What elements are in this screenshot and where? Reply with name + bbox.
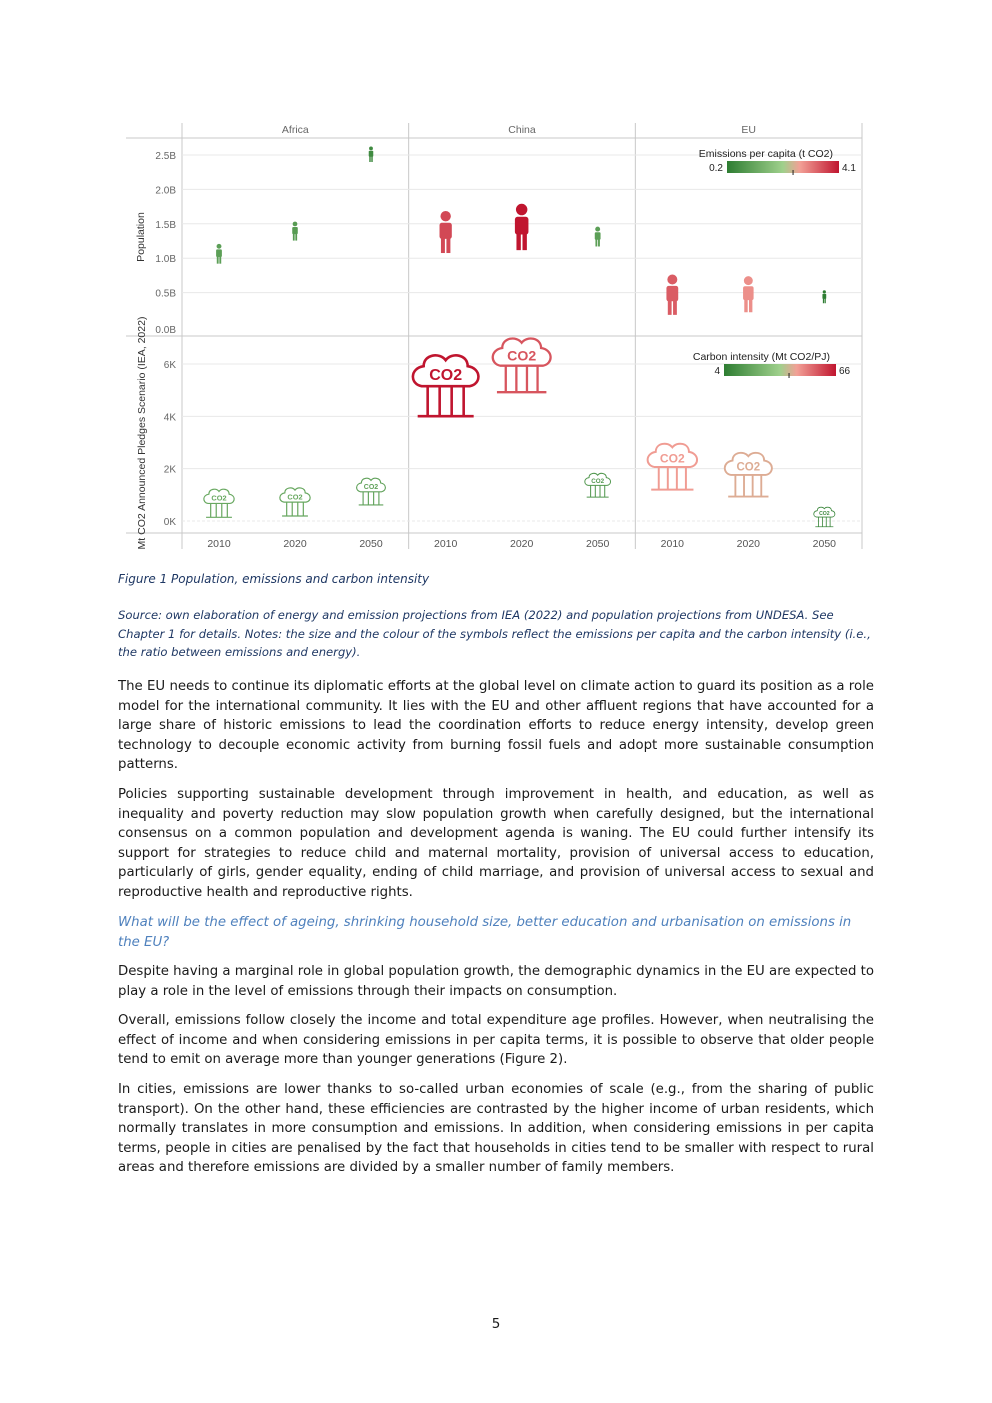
- bottom-ytick-label: 0K: [163, 517, 176, 528]
- person-marker: [440, 211, 452, 253]
- panel-header-eu: EU: [741, 124, 756, 136]
- factory-towers: [819, 517, 831, 527]
- panel-header-africa: Africa: [281, 124, 309, 136]
- co2-factory-marker: [204, 489, 234, 517]
- co2-factory-marker: [814, 507, 835, 527]
- person-leg: [369, 156, 370, 162]
- person-leg: [598, 239, 600, 246]
- person-head: [823, 290, 826, 293]
- factory-towers: [506, 366, 538, 392]
- person-marker: [216, 244, 222, 264]
- person-leg: [446, 238, 450, 253]
- factory-towers: [363, 492, 379, 505]
- person-leg: [823, 299, 824, 304]
- figure-source-note: Source: own elaboration of energy and emission projections from IEA (2022) and population projections from UNDESA. See Chapter 1 for details. Notes: the size and the colour of the symbols reflect the emissions per capita and the carbon intensity (i.e., the ratio between emissions and energy).: [118, 608, 871, 659]
- factory-towers: [211, 503, 228, 517]
- top-ytick-label: 1.5B: [155, 219, 176, 231]
- person-head: [293, 222, 298, 227]
- co2-label: CO2: [429, 367, 463, 385]
- figure-title: Figure 1 Population, emissions and carbon intensity: [118, 572, 430, 586]
- top-yaxis-label: Population: [135, 212, 147, 262]
- person-body: [292, 227, 298, 234]
- figure-chart: [0, 0, 992, 560]
- top-ytick-label: 1.0B: [155, 254, 176, 266]
- co2-label: CO2: [507, 347, 537, 364]
- page-number: 5: [491, 1316, 501, 1332]
- person-head: [516, 204, 527, 215]
- paragraph-policies: Policies supporting sustainable development through improvement in health, and education, as well as inequality and poverty reduction may slow population growth when carefully designed, but the international consensus on a common population and development agenda is waning. The EU could further intensify its support for strategies to reduce child and maternal mortality, provision of universal access to education, particularly of girls, gender equality, ending of child marriage, and provision of universal access to sexual and reproductive health and reproductive rights.: [118, 787, 874, 900]
- factory-towers: [287, 502, 304, 516]
- top-ytick-label: 2.5B: [155, 151, 176, 162]
- person-leg: [441, 238, 445, 253]
- xtick-label: 2020: [283, 538, 307, 550]
- person-body: [595, 232, 601, 240]
- co2-factory-marker: [413, 355, 479, 416]
- top-ytick-label: 2.0B: [155, 185, 176, 197]
- bottom-yaxis-label: Mt CO2 Announced Pledges Scenario (IEA, 2022): [136, 316, 148, 550]
- person-body: [743, 286, 754, 300]
- person-body: [369, 151, 374, 157]
- xtick-label: 2050: [812, 538, 837, 550]
- paragraph-cities: In cities, emissions are lower thanks to so-called urban economies of scale (e.g., from the sharing of public transport). On the other hand, these efficiencies are contrasted by the higher income of urban residents, which normally translates in more consumption and emissions. In addition, when considering emissions in per capita terms, people in cities are penalised by the fact that households in cities tend to be smaller with respect to rural areas and therefore emissions are divided by a smaller number of family members.: [118, 1082, 874, 1176]
- co2-factory-marker: [280, 488, 310, 516]
- person-head: [744, 276, 753, 285]
- co2-factory-marker: [493, 339, 551, 393]
- person-leg: [371, 156, 372, 162]
- person-leg: [749, 299, 752, 312]
- xtick-label: 2050: [359, 538, 383, 550]
- person-marker: [515, 204, 529, 250]
- factory-towers: [428, 386, 464, 416]
- person-marker: [822, 290, 826, 303]
- person-head: [667, 275, 677, 285]
- person-leg: [516, 233, 520, 250]
- paragraph-income-profiles: Overall, emissions follow closely the income and total expenditure age profiles. However, when neutralising the effect of income and when considering emissions in per capita terms, it is possible to observe that older people tend to emit on average more than younger generations (Figure 2).: [118, 1013, 874, 1068]
- person-leg: [673, 300, 677, 315]
- person-body: [666, 286, 678, 301]
- emissions-legend-max: 4.1: [842, 163, 856, 174]
- person-body: [440, 223, 452, 239]
- co2-label: CO2: [659, 451, 685, 466]
- emissions-legend-title: Emissions per capita (t CO2): [698, 148, 833, 160]
- co2-factory-marker: [648, 444, 697, 490]
- bottom-ytick-label: 6K: [163, 360, 176, 371]
- person-body: [515, 217, 529, 235]
- person-body: [216, 249, 222, 257]
- person-head: [595, 227, 600, 232]
- factory-towers: [735, 475, 761, 497]
- person-leg: [523, 233, 527, 250]
- co2-factory-marker: [357, 478, 386, 505]
- person-leg: [295, 234, 297, 241]
- xtick-label: 2010: [433, 538, 458, 550]
- factory-towers: [659, 467, 686, 490]
- xtick-label: 2010: [660, 538, 685, 550]
- xtick-label: 2020: [509, 538, 534, 550]
- co2-factory-marker: [725, 453, 772, 497]
- co2-label: CO2: [736, 461, 761, 474]
- person-marker: [292, 222, 298, 241]
- person-leg: [293, 234, 295, 241]
- factory-towers: [591, 485, 605, 497]
- person-marker: [369, 146, 374, 162]
- person-body: [822, 294, 826, 299]
- paragraph-demographic-dynamics: Despite having a marginal role in global population growth, the demographic dynamics in the EU are expected to play a role in the level of emissions through their impacts on consumption.: [118, 964, 874, 999]
- person-head: [369, 146, 373, 150]
- xtick-label: 2010: [207, 538, 231, 550]
- person-leg: [217, 257, 219, 264]
- person-head: [440, 211, 450, 221]
- bottom-ytick-label: 4K: [163, 412, 176, 424]
- xtick-label: 2050: [585, 538, 610, 550]
- bottom-ytick-label: 2K: [163, 464, 176, 476]
- person-leg: [668, 300, 672, 315]
- person-leg: [219, 257, 221, 264]
- section-question: What will be the effect of ageing, shrinking household size, better education and urbanisation on emissions in the EU?: [118, 915, 852, 950]
- top-ytick-label: 0.0B: [155, 325, 176, 336]
- paragraph-diplomatic-efforts: The EU needs to continue its diplomatic efforts at the global level on climate action to guard its position as a role model for the international community. It lies with the EU and other affluent regions that have accounted for a large share of historic emissions to lead the coordination efforts to reduce energy intensity, develop green technology to decouple economic activity from burning fossil fuels and adopt more sustainable consumption patterns.: [118, 679, 874, 773]
- carbon-intensity-legend-title: Carbon intensity (Mt CO2/PJ): [692, 351, 830, 363]
- co2-factory-marker: [585, 473, 611, 497]
- carbon-intensity-legend-min: 4: [714, 366, 720, 377]
- carbon-intensity-legend-colorbar: [724, 364, 836, 376]
- co2-label: CO2: [211, 493, 227, 503]
- person-marker: [595, 227, 601, 247]
- top-ytick-label: 0.5B: [155, 288, 176, 300]
- xtick-label: 2020: [736, 538, 761, 550]
- person-marker: [666, 275, 678, 315]
- carbon-intensity-legend-max: 66: [839, 366, 851, 377]
- co2-label: CO2: [591, 478, 605, 486]
- emissions-legend-colorbar: [727, 161, 839, 173]
- person-leg: [744, 299, 747, 312]
- co2-label: CO2: [287, 492, 303, 502]
- person-leg: [595, 239, 597, 246]
- panel-header-china: China: [508, 124, 536, 136]
- co2-label: CO2: [363, 484, 379, 492]
- person-leg: [825, 299, 826, 304]
- emissions-legend-min: 0.2: [709, 163, 723, 174]
- person-head: [217, 244, 222, 249]
- co2-label: CO2: [819, 511, 830, 518]
- person-marker: [743, 276, 754, 312]
